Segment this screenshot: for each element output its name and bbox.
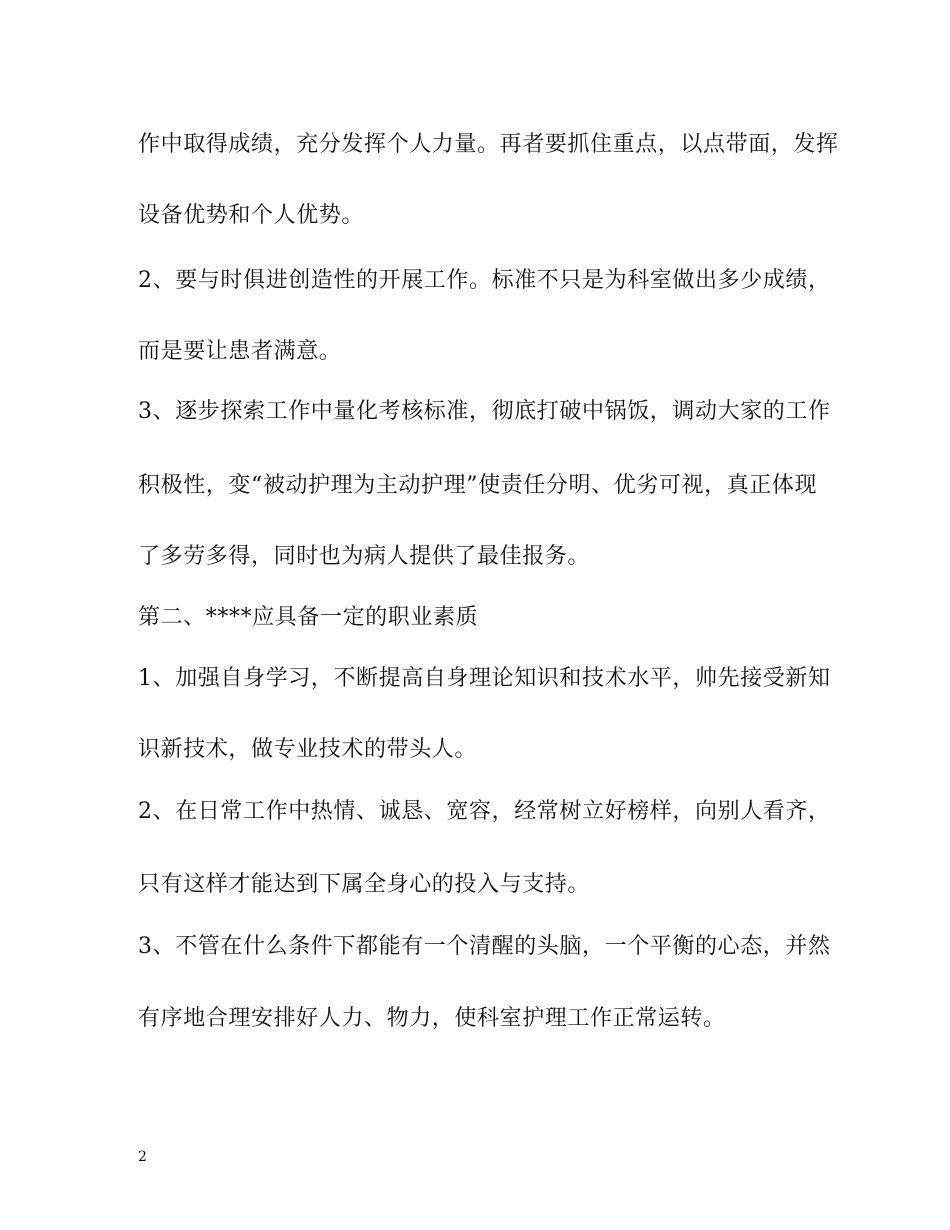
text-line-14: 有序地合理安排好人力、物力，使科室护理工作正常运转。 <box>138 1006 726 1031</box>
text-line-4: 而是要让患者满意。 <box>138 339 342 364</box>
text-line-3: 2、要与时俱进创造性的开展工作。标准不只是为科室做出多少成绩， <box>138 268 831 293</box>
text-line-1: 作中取得成绩，充分发挥个人力量。再者要抓住重点，以点带面，发挥 <box>138 132 839 157</box>
page-number: 2 <box>138 1149 147 1165</box>
text-line-5: 3、逐步探索工作中量化考核标准，彻底打破中锅饭，调动大家的工作 <box>138 399 831 424</box>
text-line-9: 1、加强自身学习，不断提高自身理论知识和技术水平，帅先接受新知 <box>138 666 831 691</box>
text-line-10: 识新技术，做专业技术的带头人。 <box>138 737 478 762</box>
text-line-11: 2、在日常工作中热情、诚恳、宽容，经常树立好榜样，向别人看齐， <box>138 799 831 824</box>
text-line-13: 3、不管在什么条件下都能有一个清醒的头脑，一个平衡的心态，并然 <box>138 934 831 959</box>
text-line-12: 只有这样才能达到下属全身心的投入与支持。 <box>138 872 591 897</box>
text-line-7: 了多劳多得，同时也为病人提供了最佳报务。 <box>138 544 591 569</box>
text-line-2: 设备优势和个人优势。 <box>138 203 365 228</box>
text-line-6: 积极性，变“被动护理为主动护理”使责任分明、优劣可视，真正体现 <box>138 473 818 498</box>
section-heading: 第二、****应具备一定的职业素质 <box>138 605 479 630</box>
